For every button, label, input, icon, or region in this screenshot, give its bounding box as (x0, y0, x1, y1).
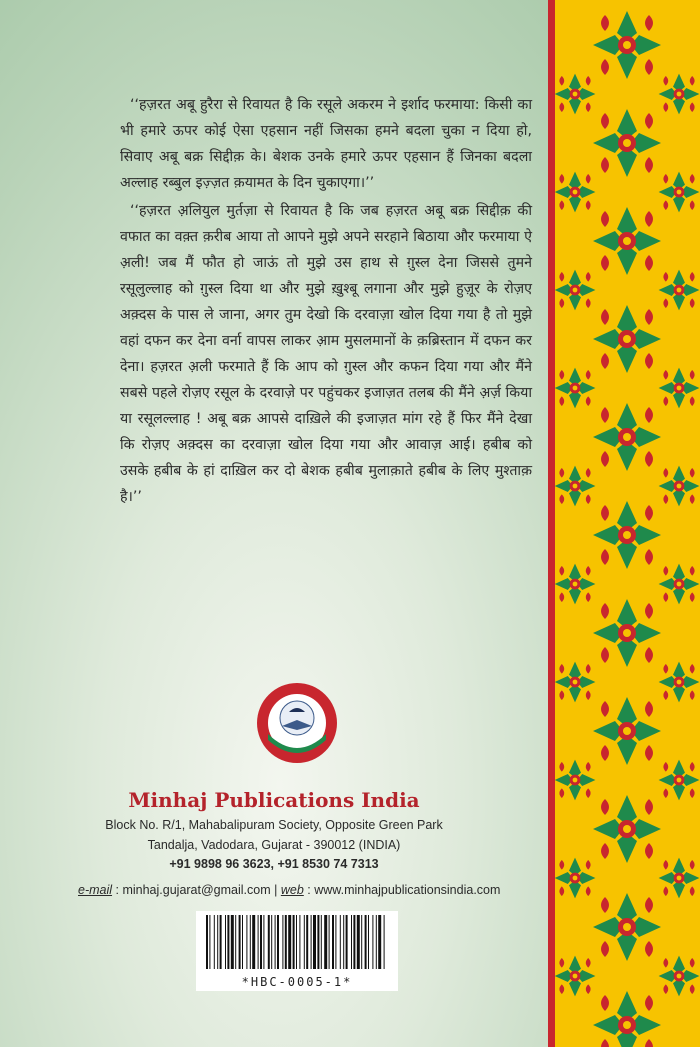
barcode-bars (202, 915, 392, 969)
web-address[interactable]: www.minhajpublicationsindia.com (314, 883, 501, 897)
border-motif-small (659, 466, 700, 507)
border-motif-small (659, 368, 700, 409)
quote-text (120, 92, 532, 512)
email-address[interactable]: minhaj.gujarat@gmail.com (122, 883, 271, 897)
border-motif-small (659, 858, 700, 899)
border-motif-large (593, 305, 661, 373)
border-motif-small (555, 760, 595, 801)
publisher-name: Minhaj Publications India (128, 788, 420, 812)
border-motif-small (555, 270, 595, 311)
address-line-1: Block No. R/1, Mahabalipuram Society, Opposite Green Park (105, 818, 443, 832)
border-motif-small (555, 662, 595, 703)
border-motif-small (555, 466, 595, 507)
border-motif-small (555, 564, 595, 605)
border-motif-small (659, 270, 700, 311)
phone-numbers: +91 9898 96 3623, +91 8530 74 7313 (169, 857, 379, 871)
border-motif-large (593, 207, 661, 275)
border-motif-small (659, 956, 700, 997)
border-motif-large (593, 893, 661, 961)
quote-paragraph-2: ‘‘हज़रत अ़लियुल मुर्तज़ा से रिवायत है कि जब हज़रत अबू बक्र सिद्दीक़ की वफात का वक़्त क़रीब आया तो आपने मुझे अपने सरहाने बिठाया और फरमाया ऐ अ़ली! जब मैं फौत हो जाऊं तो मुझे उस हाथ से ग़ुस्ल देना जिससे तुमने रसूलुल्लाह को ग़ुस्ल दिया था और मुझे ख़ुश्बू लगाना और मुझे हुज़ूर के रोज़ए अक़्दस के पास ले जाना, अगर तुम देखो कि दरवाज़ा खोल दिया गया है तो मुझे वहां दफन कर देना वर्ना वापस लाकर आ़म मुसलमानों के क़ब्रिस्तान में दफन कर देना। हज़रत अ़ली फरमाते हैं कि आप को ग़ुस्ल और कफन दिया गया और मैंने सबसे पहले रोज़ए रसूल के दरवाज़े पर पहुंचकर इजाज़त तलब की मैंने अ़र्ज़ किया या रसूलल्लाह ! अबू बक्र आपसे दाख़िले की इजाज़त मांग रहे हैं फिर मैंने देखा कि रोज़ए अक़्दस का दरवाज़ा खोल दिया गया और आवाज़ आई। हबीब को उसके हबीब के हां दाख़िल कर दो बेशक हबीब मुलाक़ाते हबीब के लिए मुश्ताक़ है।’’ (120, 203, 532, 505)
border-motif-small (555, 858, 595, 899)
border-motif-small (555, 172, 595, 213)
border-motif-large (593, 795, 661, 863)
border-motif-large (593, 991, 661, 1047)
border-motif-small (555, 368, 595, 409)
quote-paragraph-1: ‘‘हज़रत अबू हुरैरा से रिवायत है कि रसूले अकरम ने इर्शाद फरमाया: किसी का भी हमारे ऊपर कोई ऐसा एहसान नहीं जिसका हमने बदला चुका न दिया हो, सिवाए अबू बक्र सिद्दीक़ के। बेशक उनके हमारे ऊपर एहसान हैं जिनका बदला अल्लाह रब्बुल इज़्ज़त क़यामत के दिन चुकाएगा।’’ (120, 97, 532, 191)
web-label: web (280, 883, 304, 897)
border-motif-small (659, 760, 700, 801)
border-motif-large (593, 11, 661, 79)
address-line-2: Tandalja, Vadodara, Gujarat - 390012 (INDIA) (147, 838, 401, 852)
border-motif-large (593, 697, 661, 765)
border-motif-small (659, 74, 700, 115)
barcode-text: *HBC-0005-1* (241, 975, 353, 989)
border-motif-large (593, 109, 661, 177)
email-sep: : (112, 883, 123, 897)
publisher-logo (256, 682, 338, 764)
border-motif-large (593, 501, 661, 569)
decorative-border (555, 0, 700, 1047)
web-sep: : (303, 883, 315, 897)
border-motif-small (555, 956, 595, 997)
border-motif-small (659, 662, 700, 703)
contact-divider: | (270, 883, 281, 897)
barcode (196, 911, 398, 991)
border-motif-small (659, 172, 700, 213)
border-motif-large (593, 599, 661, 667)
border-motif-small (555, 74, 595, 115)
border-motif-large (593, 403, 661, 471)
contact-line (78, 883, 538, 897)
email-label: e-mail (78, 883, 113, 897)
border-motif-small (659, 564, 700, 605)
border-red-line (548, 0, 555, 1047)
